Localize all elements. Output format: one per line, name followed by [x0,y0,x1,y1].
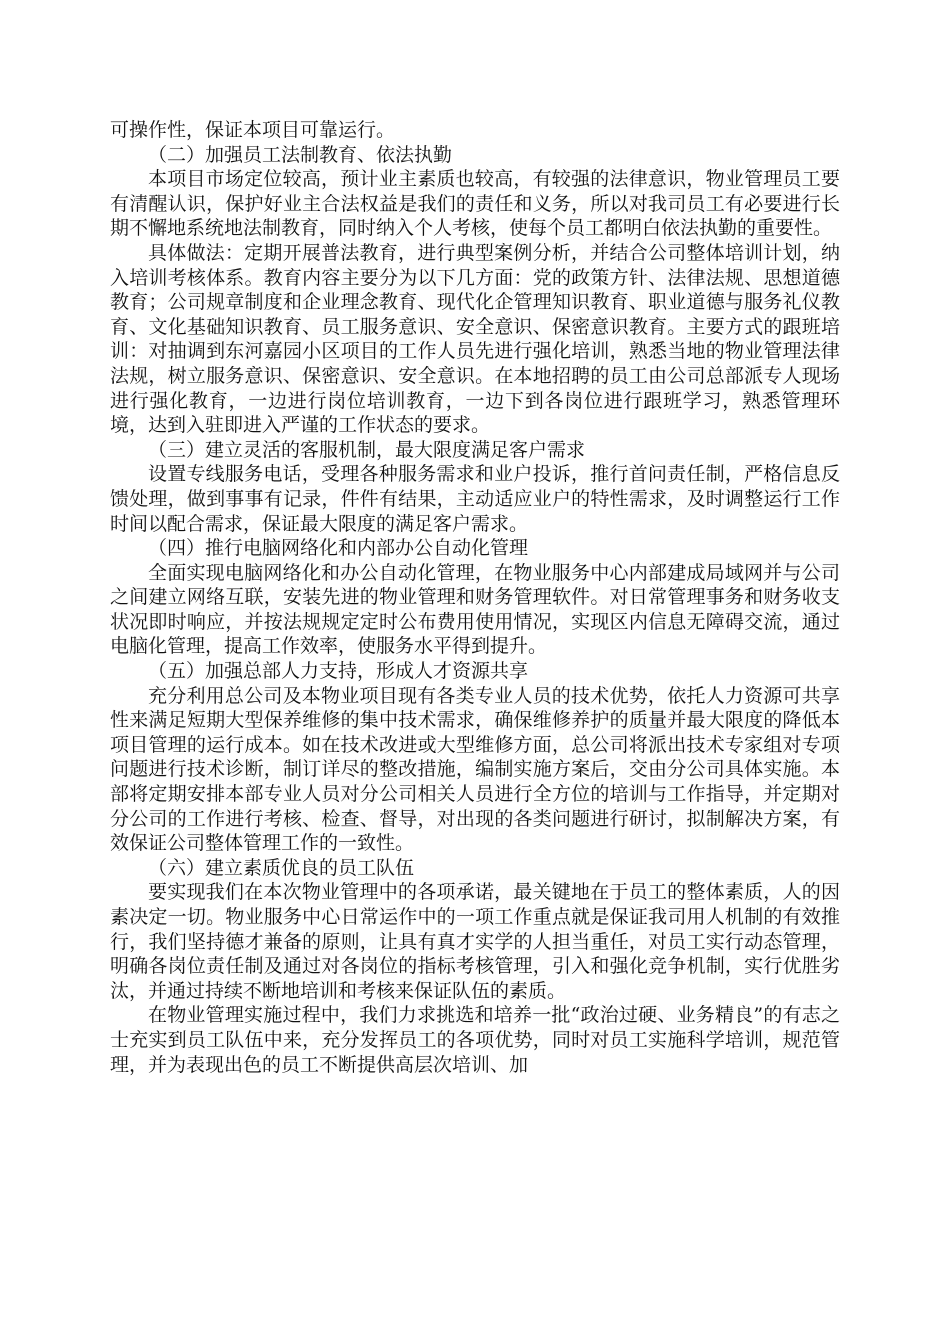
paragraph: 设置专线服务电话，受理各种服务需求和业户投诉，推行首问责任制，严格信息反馈处理，做到事事有记录，件件有结果，主动适应业户的特性需求，及时调整运行工作时间以配合需求，保证最大限度的满足客户需求。 [110,463,840,535]
paragraph: 本项目市场定位较高，预计业主素质也较高，有较强的法律意识，物业管理员工要有清醒认识，保护好业主合法权益是我们的责任和义务，所以对我司员工有必要进行长期不懈地系统地法制教育，同时纳入个人考核，使每个员工都明白依法执勤的重要性。 [110,168,840,240]
paragraph-continuation: 可操作性，保证本项目可靠运行。 [110,119,396,141]
section-heading-6: （六）建立素质优良的员工队伍 [148,856,415,879]
paragraph: 具体做法：定期开展普法教育，进行典型案例分析，并结合公司整体培训计划，纳入培训考核体系。教育内容主要分为以下几方面：党的政策方针、法律法规、思想道德教育；公司规章制度和企业理念教育、现代化企管理知识教育、职业道德与服务礼仪教育、文化基础知识教育、员工服务意识、安全意识、保密意识教育。主要方式的跟班培训：对抽调到东河嘉园小区项目的工作人员先进行强化培训，熟悉当地的物业管理法律法规，树立服务意识、保密意识、安全意识。在本地招聘的员工由公司总部派专人现场进行强化教育，一边进行岗位培训教育，一边下到各岗位进行跟班学习，熟悉管理环境，达到入驻即进入严谨的工作状态的要求。 [110,241,840,437]
paragraph: 充分利用总公司及本物业项目现有各类专业人员的技术优势，依托人力资源可共享性来满足短期大型保养维修的集中技术需求，确保维修养护的质量并最大限度的降低本项目管理的运行成本。如在技术改进或大型维修方面，总公司将派出技术专家组对专项问题进行技术诊断，制订详尽的整改措施，编制实施方案后，交由分公司具体实施。本部将定期安排本部专业人员对分公司相关人员进行全方位的培训与工作指导，并定期对分公司的工作进行考核、检查、督导，对出现的各类问题进行研讨，拟制解决方案，有效保证公司整体管理工作的一致性。 [110,684,840,855]
paragraph: 在物业管理实施过程中，我们力求挑选和培养一批“政治过硬、业务精良”的有志之士充实到员工队伍中来，充分发挥员工的各项优势，同时对员工实施科学培训，规范管理，并为表现出色的员工不断提供高层次培训、加 [110,1004,840,1076]
section-heading-3: （三）建立灵活的客服机制，最大限度满足客户需求 [148,438,586,461]
section-heading-5: （五）加强总部人力支持，形成人才资源共享 [148,660,529,683]
paragraph: 全面实现电脑网络化和办公自动化管理，在物业服务中心内部建成局域网并与公司之间建立网络互联，安装先进的物业管理和财务管理软件。对日常管理事务和财务收支状况即时响应，并按法规规定定时公布费用使用情况，实现区内信息无障碍交流，通过电脑化管理，提高工作效率，使服务水平得到提升。 [110,561,840,658]
paragraph: 要实现我们在本次物业管理中的各项承诺，最关键地在于员工的整体素质，人的因素决定一切。物业服务中心日常运作中的一项工作重点就是保证我司用人机制的有效推行，我们坚持德才兼备的原则，让具有真才实学的人担当重任，对员工实行动态管理，明确各岗位责任制及通过对各岗位的指标考核管理，引入和强化竞争机制，实行优胜劣汰，并通过持续不断地培训和考核来保证队伍的素质。 [110,881,840,1002]
section-heading-2: （二）加强员工法制教育、依法执勤 [148,143,453,166]
section-heading-4: （四）推行电脑网络化和内部办公自动化管理 [148,537,529,560]
document-page [110,118,840,1077]
